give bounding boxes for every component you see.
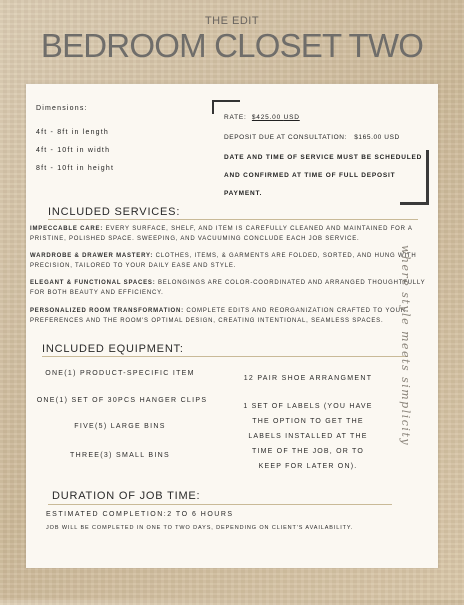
dimension-length: 4ft - 8ft in length: [36, 129, 109, 136]
deposit-value: $165.00 USD: [354, 134, 400, 141]
job-timing-note: JOB WILL BE COMPLETED IN ONE TO TWO DAYS, DEPENDING ON CLIENT'S AVAILABILITY.: [46, 525, 354, 531]
dimension-height: 8ft - 10ft in height: [36, 165, 115, 172]
deposit-label: DEPOSIT DUE AT CONSULTATION:: [224, 134, 347, 141]
dimension-width: 4ft - 10ft in width: [36, 147, 111, 154]
content-card: [26, 84, 438, 568]
services-rule: [48, 219, 418, 220]
scheduling-note: DATE AND TIME OF SERVICE MUST BE SCHEDULED AND CONFIRMED AT TIME OF FULL DEPOSIT PAYMENT.: [224, 154, 423, 197]
shoe-arrangement-item: 12 PAIR SHOE ARRANGMENT: [243, 375, 373, 382]
equipment-item: ONE(1) PRODUCT-SPECIFIC ITEM: [45, 370, 195, 377]
equipment-item: ONE(1) SET OF 30PCS HANGER CLIPS: [36, 397, 208, 404]
equipment-rule: [42, 356, 408, 357]
equipment-item: THREE(3) SMALL BINS: [70, 452, 170, 459]
duration-heading: DURATION OF JOB TIME:: [52, 490, 201, 502]
rate-line: [224, 114, 300, 121]
rate-value: $425.00 USD: [251, 114, 300, 121]
bracket-top-left: [212, 100, 240, 114]
dimensions-block: [36, 100, 114, 178]
side-script-text: where style meets simplicity: [399, 245, 412, 447]
duration-rule: [48, 504, 392, 505]
page-title: BEDROOM CLOSET TWO: [40, 27, 424, 64]
brand-label: THE EDIT: [204, 15, 260, 27]
services-heading: INCLUDED SERVICES:: [48, 206, 181, 218]
service-item: PERSONALIZED ROOM TRANSFORMATION: COMPLETE EDITS AND REORGANIZATION CRAFTED TO YOUR PREFERENCES AND THE ROOM'S OPTIMAL DESIGN, CREATING INTENTIONAL, SEAMLESS SPACES.: [30, 308, 406, 324]
labels-item: 1 SET OF LABELS (YOU HAVE THE OPTION TO GET THE LABELS INSTALLED AT THE TIME OF THE JOB, OR TO KEEP FOR LATER ON).: [243, 403, 373, 470]
equipment-item: FIVE(5) LARGE BINS: [74, 423, 166, 430]
rate-label: RATE:: [224, 114, 247, 121]
service-item: ELEGANT & FUNCTIONAL SPACES: BELONGINGS ARE COLOR-COORDINATED AND ARRANGED THOUGHTFULLY FOR BOTH BEAUTY AND EFFICIENCY.: [30, 280, 426, 296]
estimated-completion: ESTIMATED COMPLETION:2 TO 6 HOURS: [46, 511, 234, 518]
service-item: IMPECCABLE CARE: EVERY SURFACE, SHELF, AND ITEM IS CAREFULLY CLEANED AND MAINTAINED FOR A PRISTINE, POLISHED SPACE. SWEEPING, AND VACUUMING CONCLUDE EACH JOB SERVICE.: [30, 226, 413, 242]
equipment-heading: INCLUDED EQUIPMENT:: [42, 343, 184, 355]
service-item: WARDROBE & DRAWER MASTERY: CLOTHES, ITEMS, & GARMENTS ARE FOLDED, SORTED, AND HUNG WITH PRECISION, TAILORED TO YOUR DAILY EASE AND STYLE.: [30, 253, 417, 269]
dimensions-heading: Dimensions:: [36, 105, 88, 112]
deposit-line: [224, 134, 400, 141]
